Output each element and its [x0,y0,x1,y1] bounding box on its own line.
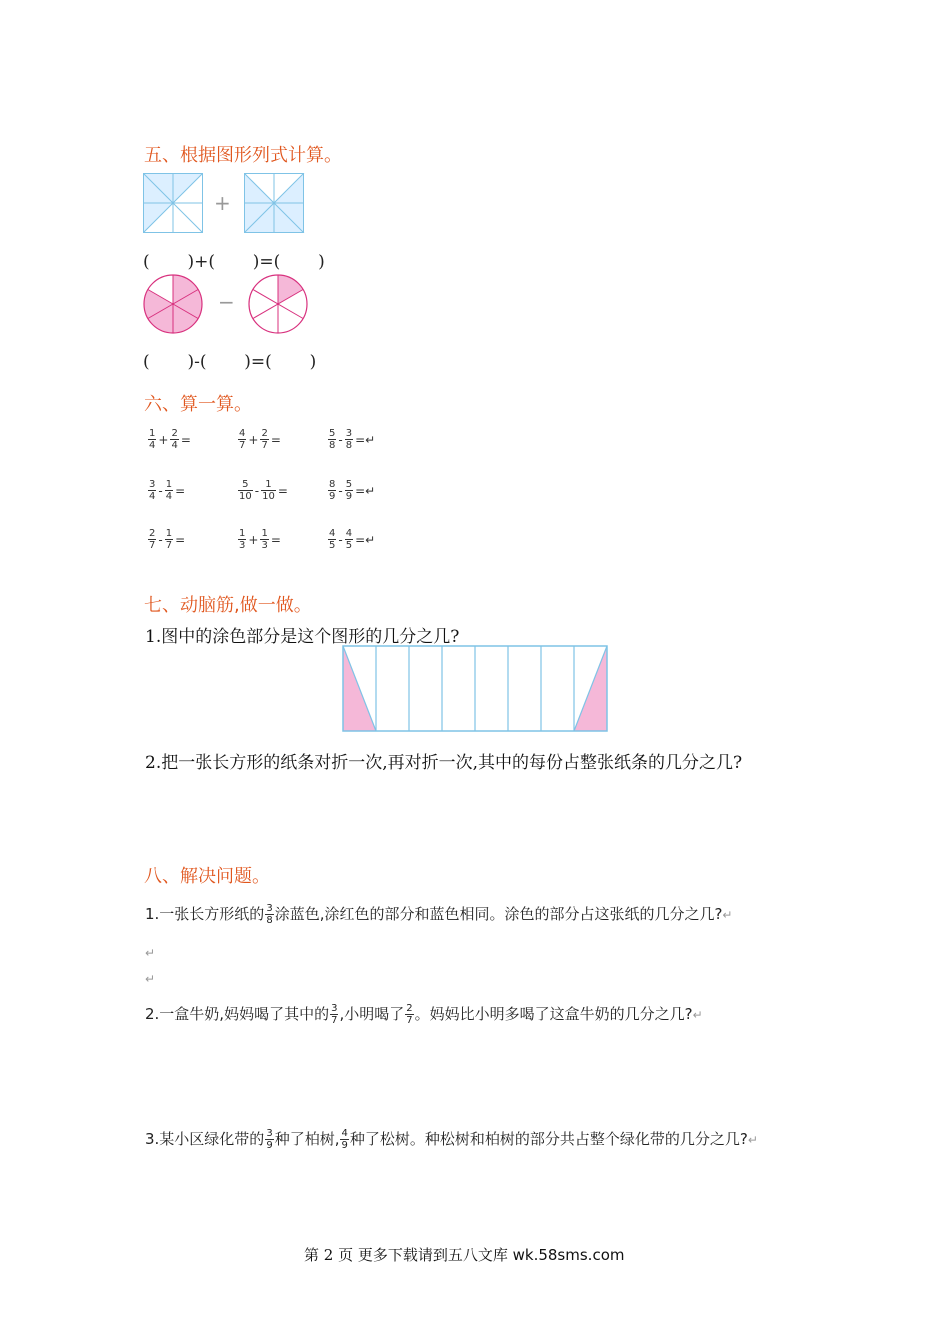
equals: =↵ [355,532,376,547]
return-mark-line-2: ↵ [145,972,156,986]
footer-url: wk.58sms.com [512,1246,625,1264]
section8-question-1: 1.一张长方形纸的 $\frac{3}{8}$ 涂蓝色,涂红色的部分和蓝色相同。涂色的部分占这张纸的几分之几?↵ [145,903,733,926]
fraction-3-9: $\frac{3}{9}$ [266,1128,273,1151]
fraction-expression [327,428,376,451]
equals: = [175,483,186,498]
fraction-expression [237,528,282,551]
equals: = [175,532,186,547]
fraction-expression [237,428,282,451]
blue-square-right [244,173,305,233]
fraction: $\frac{3}{8}$ [345,428,353,451]
section8-question-2: 2.一盒牛奶,妈妈喝了其中的 $\frac{3}{7}$ ,小明喝了 $\frac{2}{7}$ 。妈妈比小明多喝了这盒牛奶的几分之几?↵ [145,1003,703,1026]
fraction: $\frac{1}{4}$ [149,428,156,451]
equals: =↵ [355,432,376,447]
pink-circle-right [247,273,309,335]
section6-heading: 六、算一算。 [144,394,252,415]
fraction: $\frac{1}{3}$ [261,528,268,551]
shaded-rectangle-figure [342,645,608,732]
operator: + [248,432,259,447]
return-mark: ↵ [722,908,733,922]
fraction: $\frac{5}{10}$ [239,479,252,502]
fraction-expression [237,479,289,502]
minus-sign: − [218,290,235,314]
operator: - [254,483,260,498]
fraction-expression [147,528,186,551]
operator: - [338,483,343,498]
equals: = [180,432,191,447]
equation-line-2: ( )-( )=( ) [143,352,317,372]
equals: = [277,483,288,498]
equation-line-1: ( )+( )=( ) [143,252,325,272]
fraction: $\frac{4}{5}$ [345,528,353,551]
fraction: $\frac{5}{8}$ [329,428,336,451]
footer-text: 第 2 页 更多下载请到五八文库 [304,1246,513,1264]
fraction: $\frac{8}{9}$ [329,479,336,502]
pink-circle-left [142,273,204,335]
section8-heading: 八、解决问题。 [144,866,270,887]
operator: - [158,483,163,498]
return-mark: ↵ [747,1133,758,1147]
section8-question-3: 3.某小区绿化带的 $\frac{3}{9}$ 种了柏树, $\frac{4}{9}$ 种了松树。种松树和柏树的部分共占整个绿化带的几分之几?↵ [145,1128,758,1151]
fraction: $\frac{1}{4}$ [165,479,173,502]
fraction: $\frac{1}{3}$ [239,528,246,551]
equals: = [270,432,281,447]
section7-question-1: 1.图中的涂色部分是这个图形的几分之几? [145,627,460,647]
fraction: $\frac{2}{7}$ [261,428,268,451]
fraction-2-7: $\frac{2}{7}$ [406,1003,413,1026]
fraction-3-7: $\frac{3}{7}$ [331,1003,338,1026]
fraction: $\frac{1}{7}$ [165,528,173,551]
fraction: $\frac{4}{7}$ [239,428,246,451]
operator: + [248,532,259,547]
equals: =↵ [355,483,376,498]
equals: = [270,532,281,547]
operator: + [158,432,169,447]
return-mark-line-1: ↵ [145,946,156,960]
fraction-expression [147,479,186,502]
fraction: $\frac{1}{10}$ [262,479,275,502]
fraction: $\frac{2}{7}$ [149,528,156,551]
operator: - [338,432,343,447]
section7-heading: 七、动脑筋,做一做。 [144,595,312,616]
fraction-3-8: $\frac{3}{8}$ [266,903,273,926]
operator: - [158,532,163,547]
fraction: $\frac{5}{9}$ [345,479,353,502]
operator: - [338,532,343,547]
section5-heading: 五、根据图形列式计算。 [144,145,342,166]
return-mark: ↵ [692,1008,703,1022]
blue-square-left [143,173,203,233]
fraction: $\frac{2}{4}$ [171,428,178,451]
fraction-expression [327,528,376,551]
fraction: $\frac{3}{4}$ [149,479,156,502]
fraction-4-9: $\frac{4}{9}$ [341,1128,348,1151]
section7-question-2: 2.把一张长方形的纸条对折一次,再对折一次,其中的每份占整张纸条的几分之几? [145,753,743,773]
plus-sign: + [214,191,231,215]
fraction: $\frac{4}{5}$ [329,528,336,551]
fraction-expression [147,428,192,451]
page-footer [304,1244,624,1265]
fraction-expression [327,479,376,502]
